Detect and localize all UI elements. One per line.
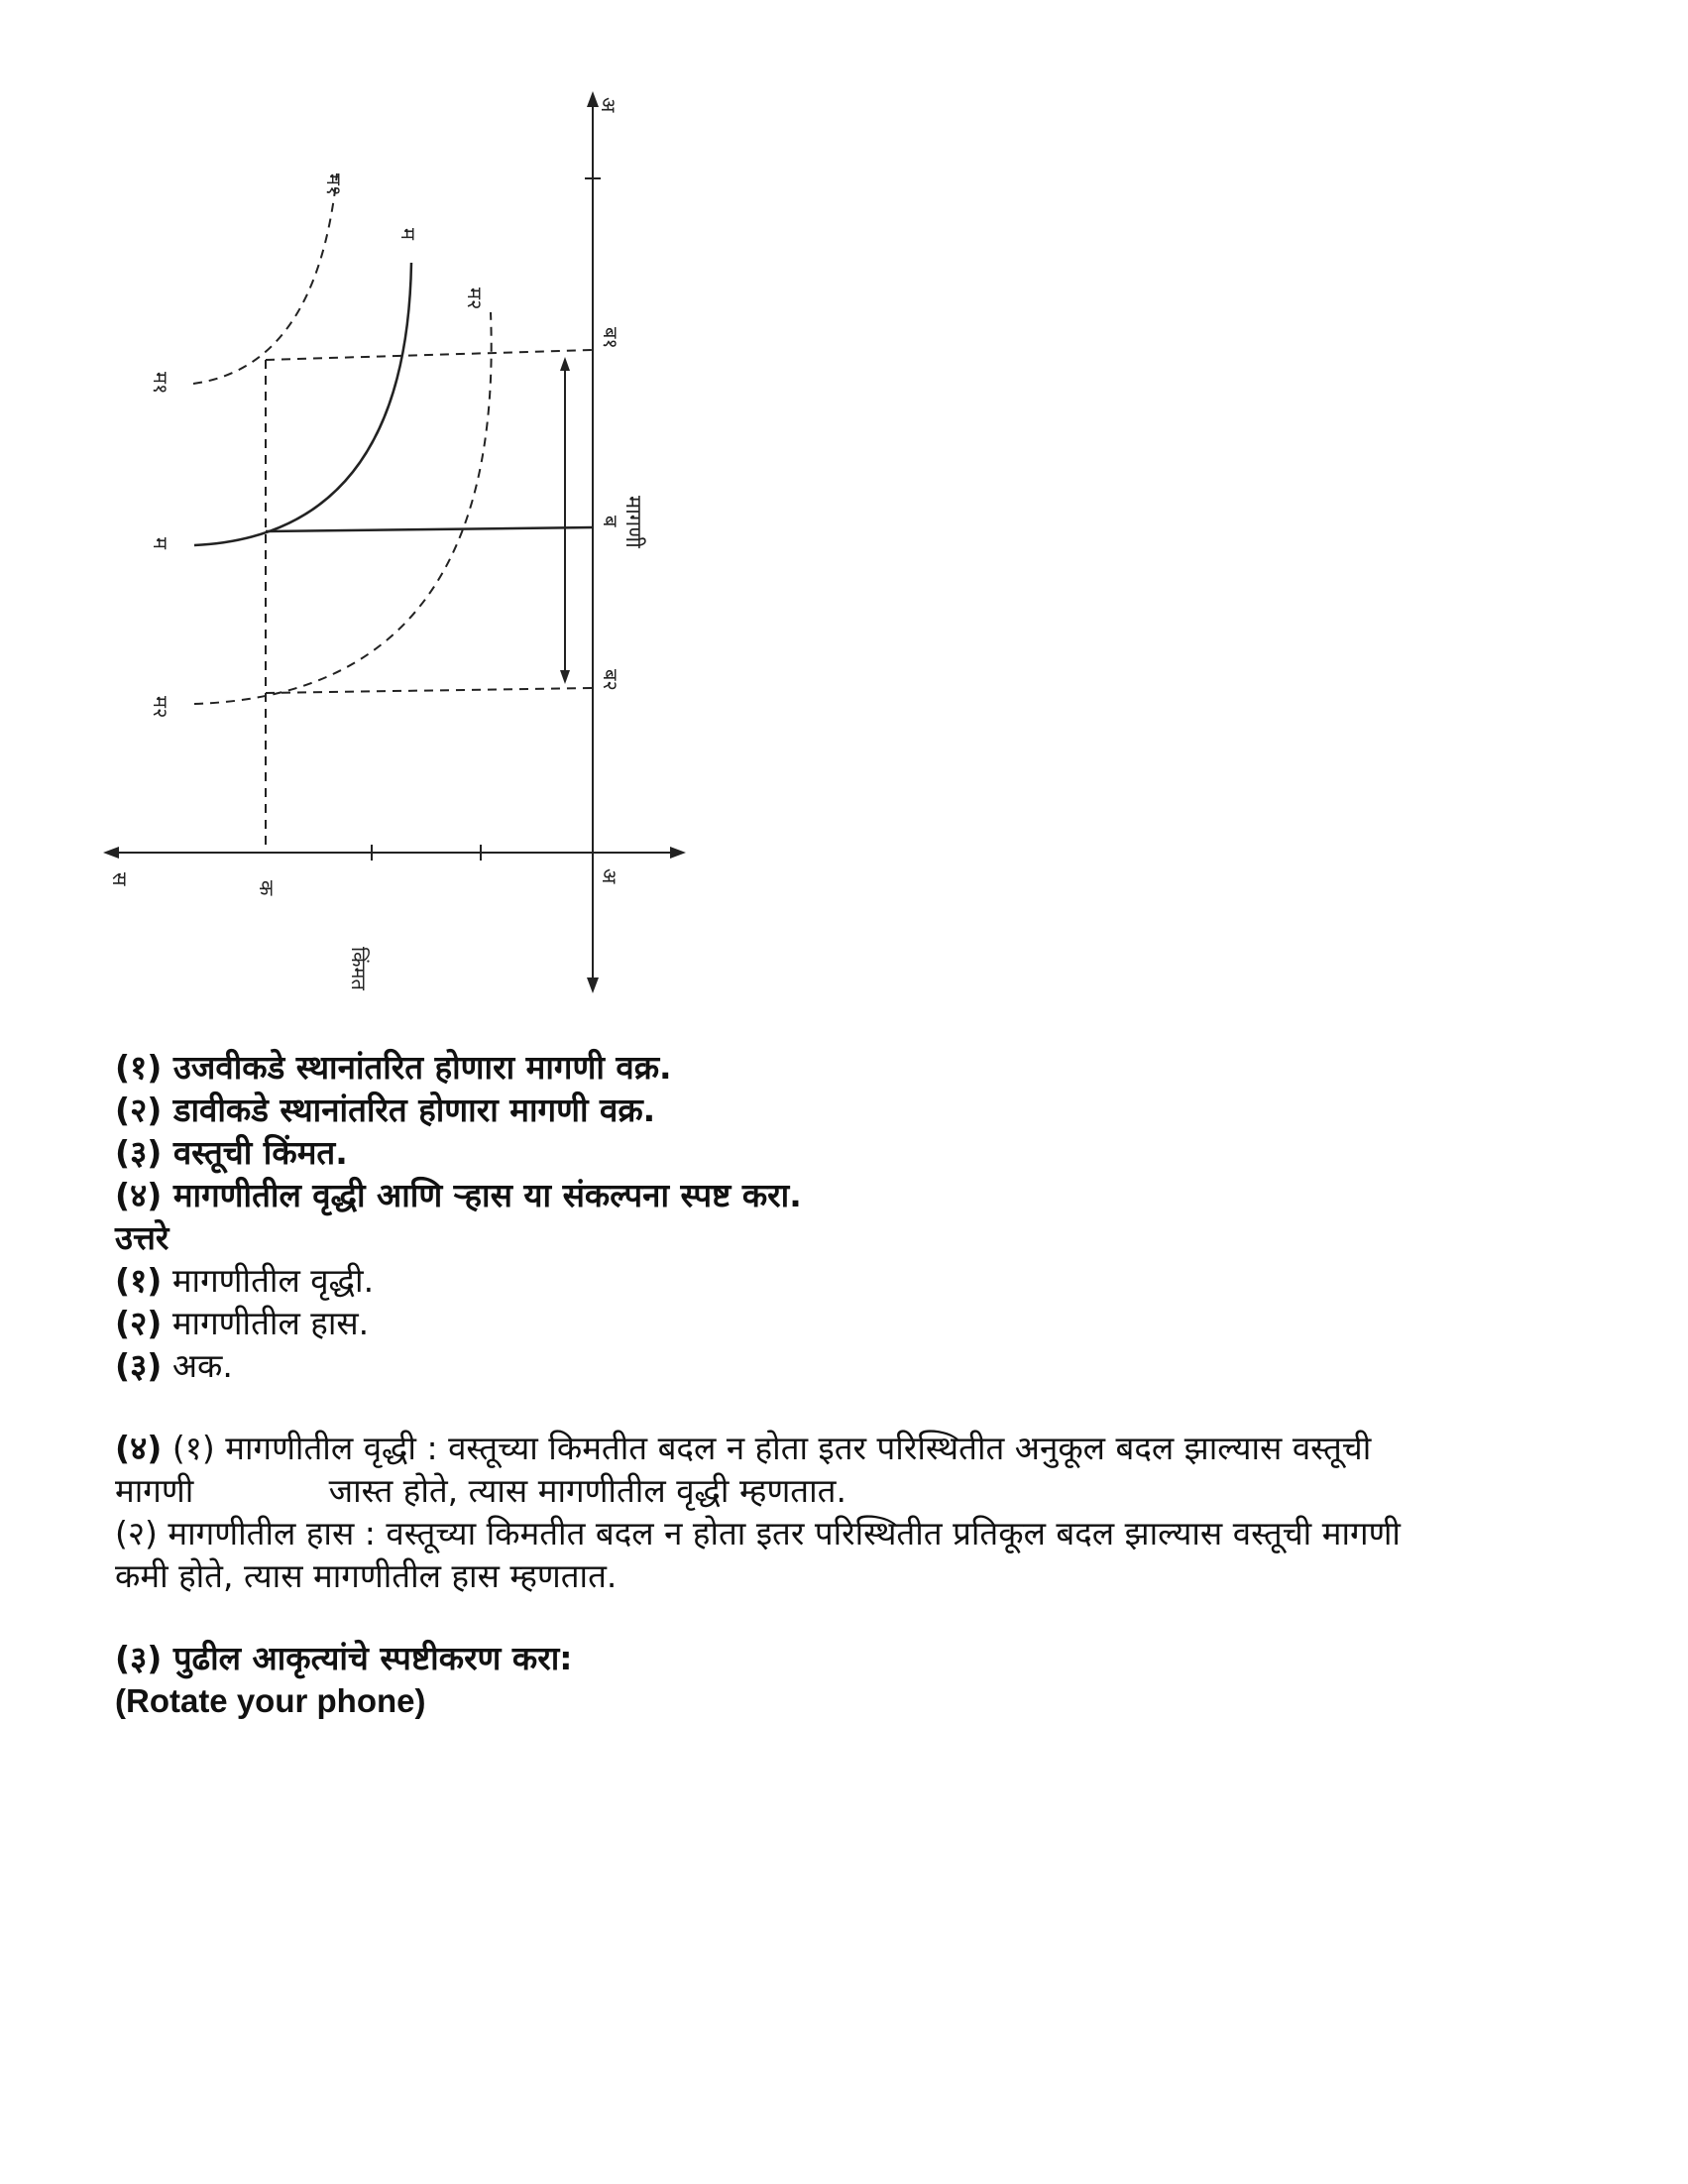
question-number: (२) — [115, 1091, 163, 1129]
question-number: (३) — [115, 1639, 163, 1677]
change-arrow-head-bottom — [560, 670, 570, 684]
curve-label-left-start: म१ — [149, 372, 172, 395]
y-tick-label-upper: ब१ — [599, 327, 622, 349]
question-2 — [115, 1089, 1572, 1131]
answer-number: (४) — [115, 1429, 163, 1467]
question-text: मागणीतील वृद्धी आणि ऱ्हास या संकल्पना स्पष्ट करा. — [162, 1176, 802, 1214]
curve-label-right-start: म२ — [149, 696, 172, 719]
demand-shift-diagram — [99, 79, 733, 1001]
x-axis-arrow-right — [670, 847, 686, 859]
answer-text: अक. — [162, 1346, 233, 1385]
answer-number: (१) — [115, 1261, 163, 1300]
question-number: (३) — [115, 1133, 163, 1172]
answer-2 — [115, 1302, 1572, 1344]
answers-heading: उत्तरे — [115, 1218, 169, 1257]
x-axis-label: किंमत — [347, 947, 371, 990]
answer-text: मागणीतील वृद्धी. — [162, 1261, 375, 1300]
next-question — [115, 1637, 1572, 1679]
question-number: (४) — [115, 1176, 163, 1214]
question-text: डावीकडे स्थानांतरित होणारा मागणी वक्र. — [162, 1091, 656, 1129]
question-number: (१) — [115, 1048, 163, 1087]
guide-demand-middle — [266, 527, 593, 531]
demand-curve-increase — [193, 173, 337, 384]
question-1 — [115, 1046, 1572, 1089]
x-axis-left-label: स — [108, 872, 132, 886]
x-axis-arrow-left — [103, 847, 119, 859]
question-4 — [115, 1174, 1572, 1216]
answer-1 — [115, 1259, 1572, 1302]
curve-label-main-start: म — [149, 537, 172, 549]
change-arrow-head-top — [560, 357, 570, 371]
guide-demand-upper — [266, 350, 593, 360]
rotate-note: (Rotate your phone) — [115, 1682, 426, 1719]
y-axis-arrow-bottom — [587, 977, 599, 993]
question-text: उजवीकडे स्थानांतरित होणारा मागणी वक्र. — [162, 1048, 672, 1087]
answer-number: (३) — [115, 1346, 163, 1385]
answer-4-para-1-line-2: मागणी जास्त होते, त्यास मागणीतील वृद्धी म्हणतात. — [115, 1471, 846, 1510]
answer-text: मागणीतील हास. — [162, 1304, 370, 1342]
answer-4-para-2-line-2: कमी होते, त्यास मागणीतील हास म्हणतात. — [115, 1556, 618, 1595]
document-text — [115, 1046, 1572, 1722]
curve-label-right-end: म२ — [463, 287, 487, 310]
demand-curve-decrease — [194, 312, 492, 704]
answer-4-para-2-line-1: (२) मागणीतील हास : वस्तूच्या किमतीत बदल न होता इतर परिस्थितीत प्रतिकूल बदल झाल्यास वस्तूची मागणी — [115, 1514, 1401, 1552]
curve-label-left-end: म१ — [322, 173, 346, 196]
y-tick-label-middle: ब — [599, 516, 622, 527]
answer-3 — [115, 1344, 1572, 1387]
x-tick-label: क — [255, 880, 279, 896]
question-text: वस्तूची किंमत. — [162, 1133, 348, 1172]
question-3 — [115, 1131, 1572, 1174]
y-axis-label: मागणी — [620, 496, 645, 548]
answer-text: (१) मागणीतील वृद्धी : वस्तूच्या किमतीत बदल न होता इतर परिस्थितीत अनुकूल बदल झाल्यास वस्तूची — [162, 1429, 1372, 1467]
curve-label-main-end: म — [396, 228, 420, 240]
y-tick-label-lower: ब२ — [599, 669, 622, 691]
origin-label: अ — [598, 868, 621, 884]
answer-4-para-1-line-1 — [115, 1427, 1572, 1469]
demand-curve-original — [194, 263, 411, 545]
answer-number: (२) — [115, 1304, 163, 1342]
question-text: पुढील आकृत्यांचे स्पष्टीकरण करा: — [162, 1639, 573, 1677]
y-axis-top-label: अ — [597, 97, 620, 113]
guide-demand-lower — [266, 688, 593, 693]
